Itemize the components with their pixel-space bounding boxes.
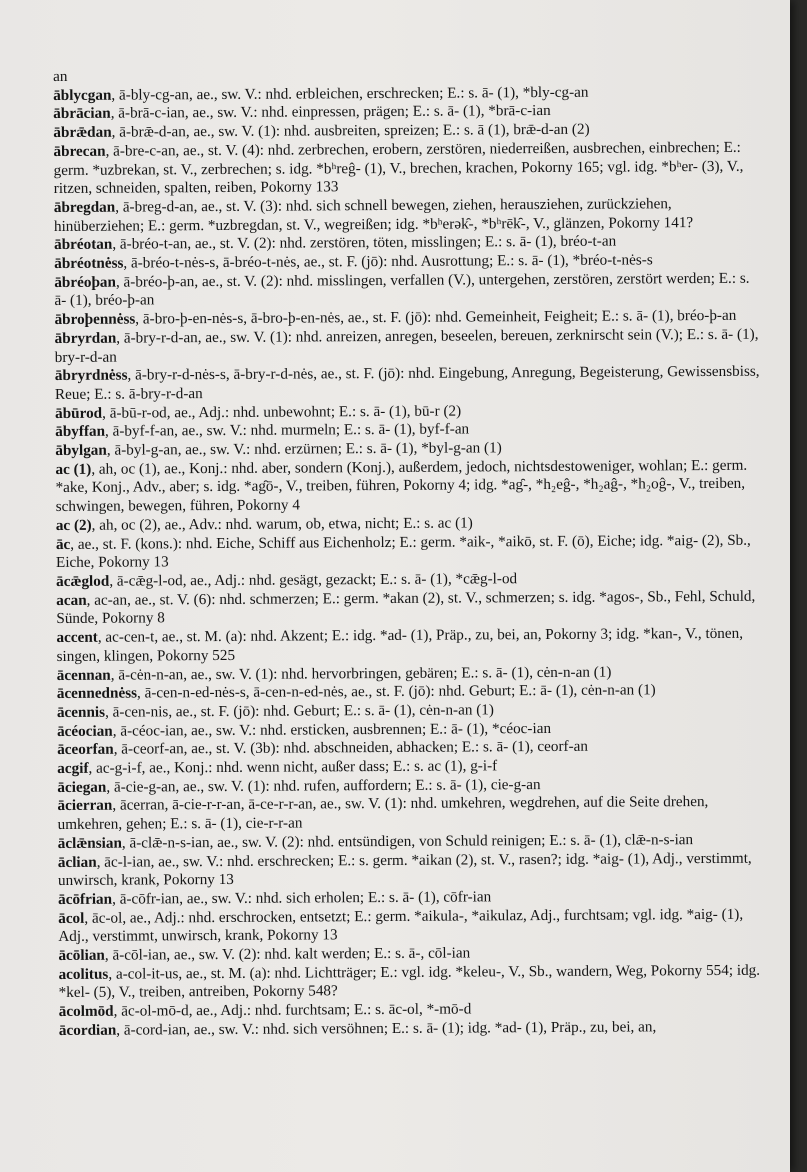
entry-definition: , a-col-it-us, ae., st. M. (a): nhd. Lichtträger; E.: vgl. idg. *keleu-, V., Sb., wandern, Weg, Pokorny 554; idg. *kel- (5), V., treiben, antreiben, Pokorny 548? <box>58 961 761 1002</box>
dictionary-entry <box>55 363 760 405</box>
entry-headword: ābrǣdan <box>53 123 112 142</box>
dictionary-entry <box>54 195 759 237</box>
dictionary-entry <box>54 269 759 311</box>
entry-definition: , ā-bréo-t-nės-s, ā-bréo-t-nės, ae., st. F. (jō): nhd. Ausrottung; E.: s. ā- (1), *bréo-t-nės-s <box>123 251 653 272</box>
entry-definition: , ah, oc (2), ae., Adv.: nhd. warum, ob, etwa, nicht; E.: s. ac (1) <box>91 514 473 534</box>
entry-definition: , ā-byf-f-an, ae., sw. V.: nhd. murmeln; E.: s. ā- (1), byf-f-an <box>104 420 470 441</box>
continued-fragment: an <box>53 67 68 85</box>
entry-definition: , ā-bly-cg-an, ae., sw. V.: nhd. erbleichen, erschrecken; E.: s. ā- (1), *bly-cg-an <box>111 83 589 104</box>
entry-headword: ābréotnėss <box>54 254 124 273</box>
entry-headword: ābylgan <box>55 441 107 460</box>
entry-definition: , ā-ceorf-an, ae., st. V. (3b): nhd. abschneiden, abhacken; E.: s. ā- (1), ceorf-an <box>113 738 589 758</box>
entry-definition: , ā-cen-nis, ae., st. F. (jō): nhd. Geburt; E.: s. ā- (1), cėn-n-an (1) <box>104 701 494 721</box>
dictionary-entry <box>55 456 760 516</box>
entry-headword: ābréoþan <box>54 273 116 291</box>
entry-headword: āceorfan <box>57 740 114 759</box>
entry-headword: ābroþennėss <box>54 310 136 329</box>
entry-headword: ābréotan <box>54 235 113 254</box>
entry-headword: accent <box>56 628 98 647</box>
entry-headword: ācéocian <box>56 722 113 740</box>
entry-definition: , ā-brǣ-d-an, ae., sw. V. (1): nhd. ausbreiten, spreizen; E.: s. ā (1), brǣ-d-an (2) <box>111 120 590 141</box>
entry-definition: , ae., st. F. (kons.): nhd. Eiche, Schiff aus Eichenholz; E.: germ. *aik-, *aikō, st. F. (ō), Eiche; idg. *aig- (2), Sb., Eiche, Pokorny 13 <box>55 531 751 572</box>
entry-headword: ācennis <box>56 703 106 721</box>
entry-headword: ac (1) <box>55 460 92 478</box>
entry-headword: ābregdan <box>53 198 116 216</box>
entry-headword: ācordian <box>58 1021 117 1039</box>
entry-definition: , ā-cen-n-ed-nės-s, ā-cen-n-ed-nės, ae., st. F. (jō): nhd. Geburt; E.: ā- (1), cėn-n-an (1) <box>136 681 656 702</box>
entry-headword: āciegan <box>57 778 107 796</box>
entry-headword: āclian <box>57 853 97 871</box>
entry-definition: , ā-céoc-ian, ae., sw. V.: nhd. ersticken, ausbrennen; E.: ā- (1), *céoc-ian <box>112 719 552 740</box>
entry-definition: , āc-ol, ae., Adj.: nhd. erschrocken, entsetzt; E.: germ. *aikula-, *aikulaz, Adj., furchtsam; vgl. idg. *aig- (1), Adj., verstimmt, unwirsch, krank, Pokorny 13 <box>58 905 744 946</box>
entry-definition: , ā-bre-c-an, ae., st. V. (4): nhd. zerbrechen, erobern, zerstören, niederreißen, ausbrechen, einbrechen; E.: germ. *uzbrekan, st. V., zerbrechen; s. idg. *bʰreĝ- (1), V., brechen, krachen, Pokorny 165; vgl. idg. *bʰer- (3), V., ritzen, schneiden, spalten, reiben, Pokorny 133 <box>53 138 744 198</box>
dictionary-entry <box>55 326 760 368</box>
entry-definition: , āc-ol-mō-d, ae., Adj.: nhd. furchtsam; E.: s. āc-ol, *-mō-d <box>113 1000 472 1020</box>
entry-definition: , ā-cōfr-ian, ae., sw. V.: nhd. sich erholen; E.: s. ā- (1), cōfr-ian <box>112 888 492 908</box>
dictionary-entry <box>56 531 761 573</box>
entry-definition: , ā-breg-d-an, ae., st. V. (3): nhd. sich schnell bewegen, ziehen, herausziehen, zurückziehen, hinüberziehen; E.: germ. *uzbregdan, st. V., wegreißen; idg. *bʰerək̑-, *bʰrēk̑-, V., glänzen, Pokorny 141? <box>53 195 694 235</box>
entry-definition: , ā-cǣg-l-od, ae., Adj.: nhd. gesägt, gezackt; E.: s. ā- (1), *cǣg-l-od <box>109 570 518 590</box>
entry-headword: ābūrod <box>55 404 103 422</box>
entry-definition: , āc-l-ian, ae., sw. V.: nhd. erschrecken; E.: s. germ. *aikan (2), st. V., rasen?; idg. *aig- (1), Adj., verstimmt, unwirsch, krank, Pokorny 13 <box>57 849 752 890</box>
entry-headword: ācōlian <box>58 946 105 965</box>
entry-definition: , ā-bro-þ-en-nės-s, ā-bro-þ-en-nės, ae., st. F. (jō): nhd. Gemeinheit, Feigheit; E.: s. ā- (1), bréo-þ-an <box>135 306 737 328</box>
entry-headword: ācierran <box>57 797 113 815</box>
entry-headword: ābyffan <box>55 423 106 441</box>
entry-definition: , ā-byl-g-an, ae., sw. V.: nhd. erzürnen; E.: s. ā- (1), *byl-g-an (1) <box>106 439 502 459</box>
entry-headword: ābryrdnėss <box>54 366 128 385</box>
entry-definition: , ā-bréo-þ-an, ae., st. V. (2): nhd. misslingen, verfallen (V.), untergehen, zerstören, zerstört werden; E.: s. ā- (1), bréo-þ-an <box>54 269 750 310</box>
dictionary-entry <box>56 587 761 629</box>
entry-definition: , ac-g-i-f, ae., Konj.: nhd. wenn nicht, außer dass; E.: s. ac (1), g-i-f <box>88 757 498 777</box>
entry-definition: , ā-cord-ian, ae., sw. V.: nhd. sich versöhnen; E.: s. ā- (1); idg. *ad- (1), Präp., zu, bei, an, <box>116 1018 657 1039</box>
entry-definition: , ac-an, ae., st. V. (6): nhd. schmerzen; E.: germ. *akan (2), st. V., schmerzen; s. idg. *agos-, Sb., Fehl, Schuld, Sünde, Pokorny 8 <box>56 587 756 628</box>
entry-definition: , ā-bū-r-od, ae., Adj.: nhd. unbewohnt; E.: s. ā- (1), bū-r (2) <box>102 402 462 422</box>
entry-headword: āblycgan <box>53 86 112 104</box>
entry-headword: ācōfrian <box>58 890 113 908</box>
entry-definition: , ā-cie-g-an, ae., sw. V. (1): nhd. rufen, auffordern; E.: s. ā- (1), cie-g-an <box>106 775 541 796</box>
dictionary-entry <box>59 1018 764 1041</box>
entry-definition: , ā-bry-r-d-an, ae., sw. V. (1): nhd. anreizen, anregen, beseelen, bereuen, zerknirscht sein (V.); E.: s. ā- (1), bry-r-d-an <box>54 325 759 366</box>
entry-headword: ācennednėss <box>56 684 138 703</box>
entry-definition: , ācerran, ā-cie-r-r-an, ā-ce-r-r-an, ae., sw. V. (1): nhd. umkehren, wegdrehen, auf die Seite drehen, umkehren, gehen; E.: s. ā- (1), cie-r-r-an <box>57 793 709 834</box>
entry-headword: āc <box>55 535 71 553</box>
entry-headword: ābrācian <box>53 105 111 123</box>
entry-headword: acan <box>56 591 87 609</box>
entry-headword: acgif <box>57 759 89 778</box>
dictionary-entry <box>57 793 762 835</box>
dictionary-entry <box>58 961 763 1003</box>
entry-headword: ācol <box>58 909 85 927</box>
dictionary-entry <box>53 139 758 199</box>
dictionary-entry <box>58 905 763 947</box>
entry-headword: ācennan <box>56 666 111 684</box>
entry-headword: ābryrdan <box>54 329 117 347</box>
entry-definition: , ā-clǣ-n-s-ian, ae., sw. V. (2): nhd. entsündigen, von Schuld reinigen; E.: s. ā- (1), clǣ-n-s-ian <box>121 830 694 852</box>
dictionary-entry <box>56 625 761 667</box>
entry-headword: ācolmōd <box>58 1002 114 1021</box>
entry-definition: , ā-bry-r-d-nės-s, ā-bry-r-d-nės, ae., st. F. (jō): nhd. Eingebung, Anregung, Begeisterung, Gewissensbiss, Reue; E.: s. ā-bry-r-d-an <box>54 362 760 403</box>
entry-headword: ācǣglod <box>56 572 110 590</box>
entry-headword: ac (2) <box>55 516 92 534</box>
entry-list <box>53 64 764 1041</box>
entry-definition: , ac-cen-t, ae., st. M. (a): nhd. Akzent; E.: idg. *ad- (1), Präp., zu, bei, an, Pokorny 3; idg. *kan-, V., tönen, singen, klingen, Pokorny 525 <box>56 624 744 665</box>
entry-definition: , ā-brā-c-ian, ae., sw. V.: nhd. einpressen, prägen; E.: s. ā- (1), *brā-c-ian <box>110 102 551 123</box>
entry-definition: , ā-cėn-n-an, ae., sw. V. (1): nhd. hervorbringen, gebären; E.: s. ā- (1), cėn-n-an (1) <box>110 663 612 684</box>
entry-headword: ābrecan <box>53 142 106 160</box>
dictionary-entry <box>58 849 763 891</box>
entry-definition: , ā-bréo-t-an, ae., st. V. (2): nhd. zerstören, töten, misslingen; E.: s. ā- (1), bréo-t-an <box>112 232 617 253</box>
entry-headword: acolitus <box>58 965 109 983</box>
entry-definition: , ah, oc (1), ae., Konj.: nhd. aber, sondern (Konj.), außerdem, jedoch, nichtsdestoweniger, wohlan; E.: germ. *ake, Konj., Adv., aber; s. idg. *ag̑ō-, V., treiben, führen, Pokorny 4; idg. *ag̑-, *h₂eĝ-, *h₂aĝ-, *h₂oĝ-, V., treiben, schwingen, bewegen, führen, Pokorny 4 <box>55 456 748 516</box>
entry-definition: , ā-cōl-ian, ae., sw. V. (2): nhd. kalt werden; E.: s. ā-, cōl-ian <box>104 944 471 964</box>
entry-headword: āclǣnsian <box>57 834 122 852</box>
